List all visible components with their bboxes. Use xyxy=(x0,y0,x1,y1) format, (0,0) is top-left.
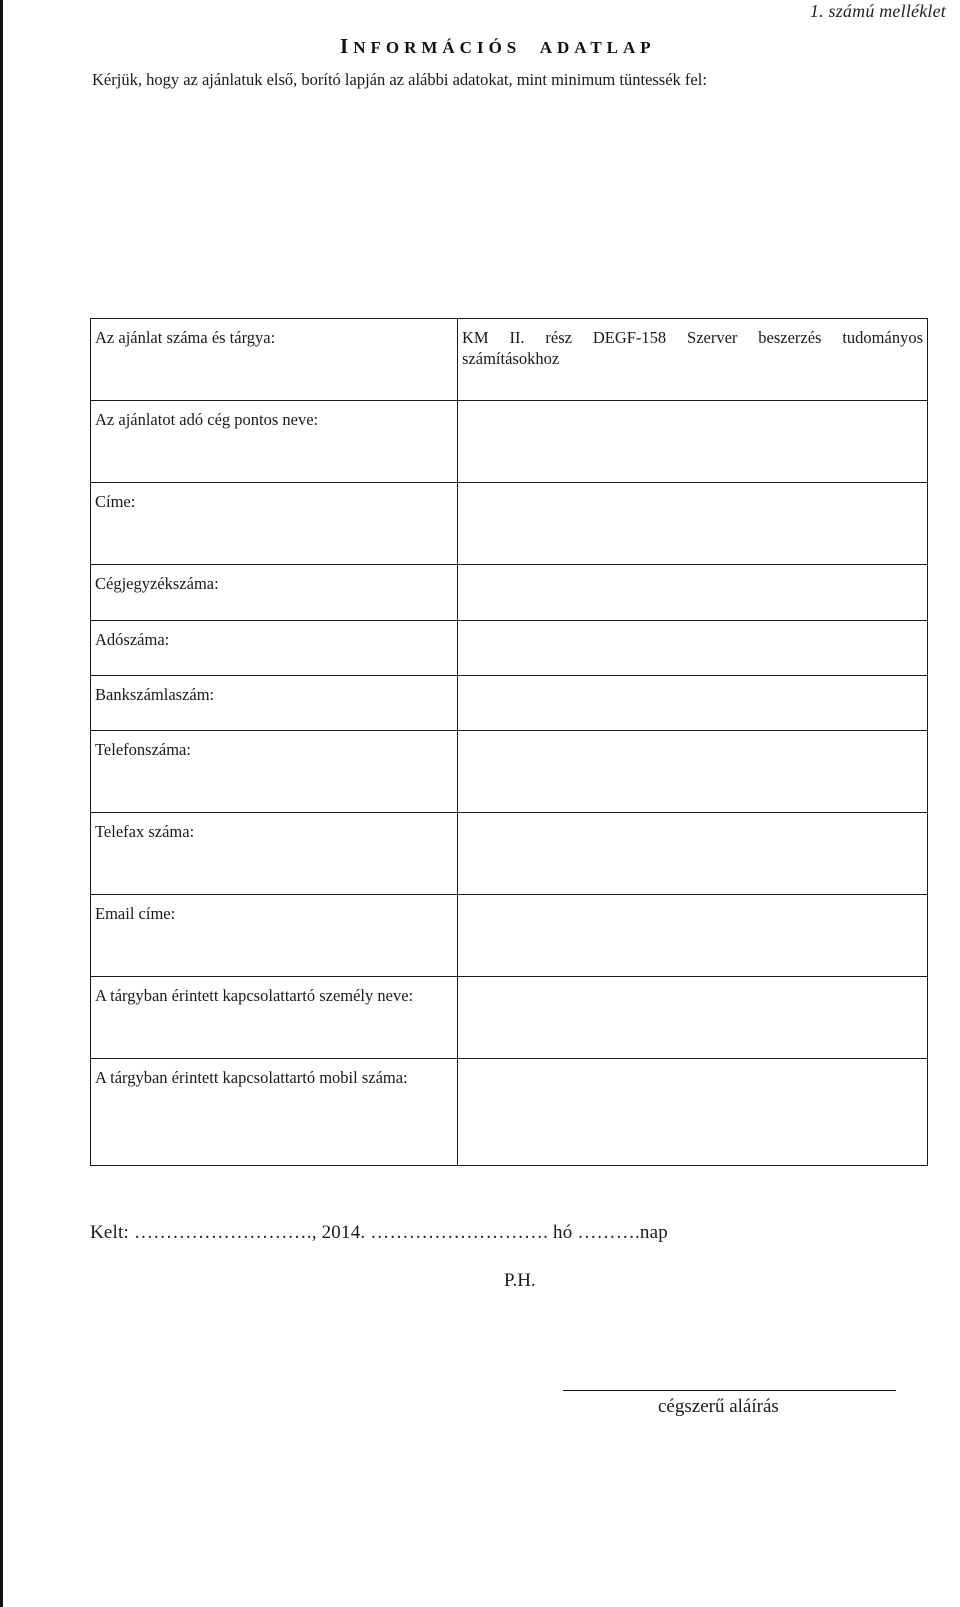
form-row xyxy=(91,813,928,895)
page-left-border xyxy=(0,0,3,1607)
row-label-company-name: Az ajánlatot adó cég pontos neve: xyxy=(91,401,458,483)
row-value-tax-number[interactable] xyxy=(458,621,928,676)
row-value-fax[interactable] xyxy=(458,813,928,895)
row-value-email[interactable] xyxy=(458,895,928,977)
row-value-company-name[interactable] xyxy=(458,401,928,483)
form-row xyxy=(91,319,928,401)
row-label-email: Email címe: xyxy=(91,895,458,977)
row-value-phone[interactable] xyxy=(458,731,928,813)
row-value-offer-number[interactable]: KM II. rész DEGF-158 Szerver beszerzés tudományos számításokhoz xyxy=(458,319,928,401)
row-value-bank-account[interactable] xyxy=(458,676,928,731)
row-value-address[interactable] xyxy=(458,483,928,565)
form-row xyxy=(91,1059,928,1166)
form-row xyxy=(91,895,928,977)
form-row xyxy=(91,621,928,676)
stamp-label: P.H. xyxy=(504,1270,536,1291)
row-label-address: Címe: xyxy=(91,483,458,565)
information-form-table xyxy=(90,318,928,1166)
form-row xyxy=(91,483,928,565)
page-title xyxy=(340,34,656,59)
row-label-tax-number: Adószáma: xyxy=(91,621,458,676)
title-word-1: NFORMÁCIÓS xyxy=(353,38,522,57)
form-row xyxy=(91,676,928,731)
row-value-contact-person[interactable] xyxy=(458,977,928,1059)
row-label-phone: Telefonszáma: xyxy=(91,731,458,813)
annex-label: 1. számú melléklet xyxy=(809,1,946,21)
row-value-company-registration[interactable] xyxy=(458,565,928,621)
row-label-bank-account: Bankszámlaszám: xyxy=(91,676,458,731)
row-label-offer-number: Az ajánlat száma és tárgya: xyxy=(91,319,458,401)
intro-text: Kérjük, hogy az ajánlatuk első, borító lapján az alábbi adatokat, mint minimum tüntessék fel: xyxy=(92,70,707,89)
row-label-contact-person: A tárgyban érintett kapcsolattartó személy neve: xyxy=(91,977,458,1059)
row-label-fax: Telefax száma: xyxy=(91,813,458,895)
row-label-company-registration: Cégjegyzékszáma: xyxy=(91,565,458,621)
row-label-contact-mobile: A tárgyban érintett kapcsolattartó mobil száma: xyxy=(91,1059,458,1166)
form-row xyxy=(91,977,928,1059)
form-row xyxy=(91,731,928,813)
signature-label: cégszerű aláírás xyxy=(658,1396,779,1417)
form-row xyxy=(91,565,928,621)
title-word-2: ADATLAP xyxy=(539,38,656,57)
form-row xyxy=(91,401,928,483)
title-first-letter: I xyxy=(340,34,354,58)
signature-line xyxy=(563,1390,896,1391)
row-value-contact-mobile[interactable] xyxy=(458,1059,928,1166)
date-line: Kelt: ………………………., 2014. ………………………. hó ……….nap xyxy=(90,1222,668,1243)
